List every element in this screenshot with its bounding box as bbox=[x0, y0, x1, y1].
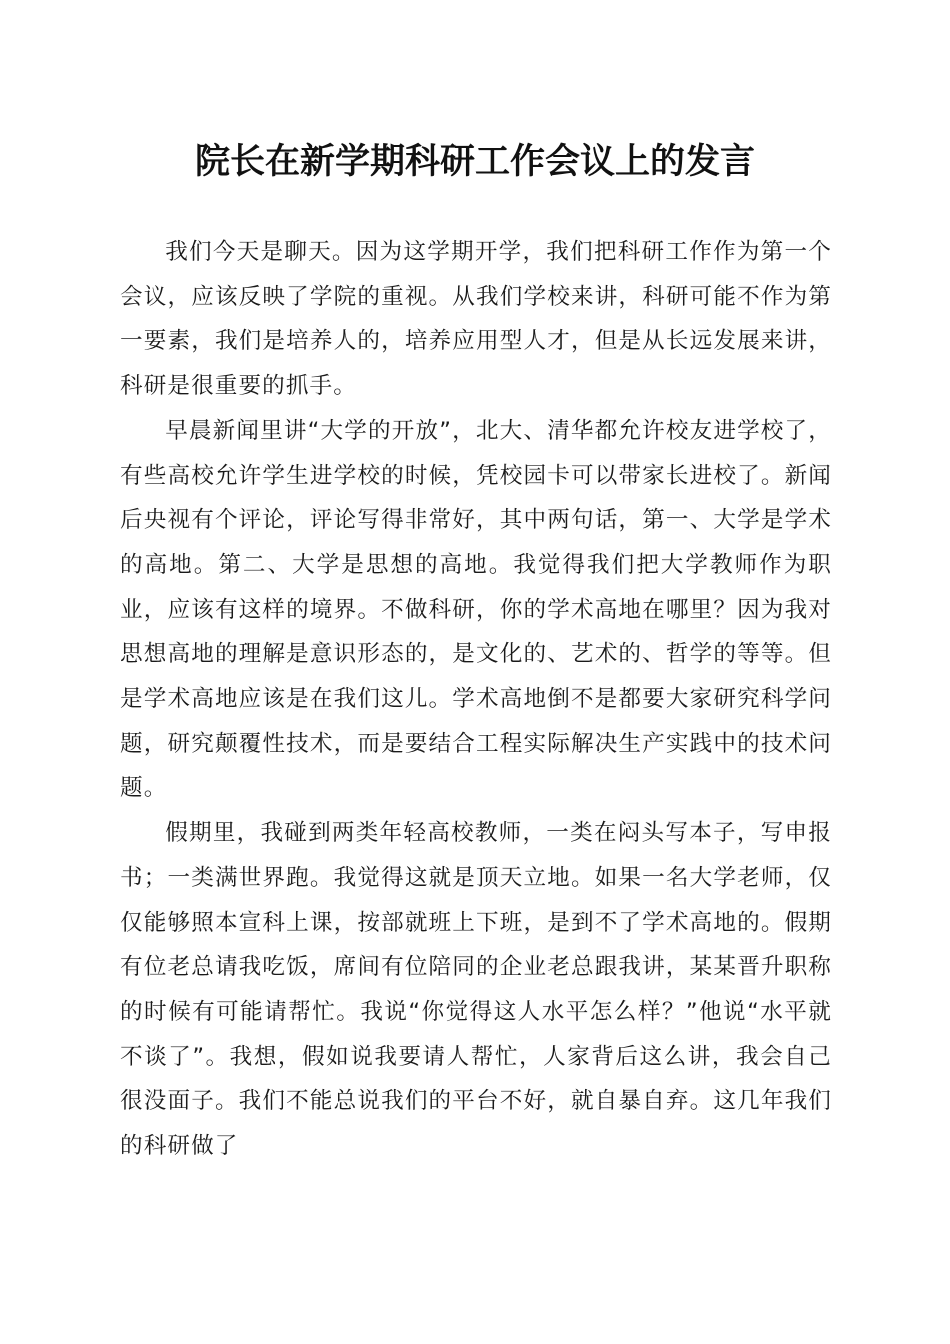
document-body bbox=[120, 230, 832, 1169]
document-title: 院长在新学期科研工作会议上的发言 bbox=[194, 141, 755, 182]
paragraph-1: 我们今天是聊天。因为这学期开学，我们把科研工作作为第一个会议，应该反映了学院的重视。从我们学校来讲，科研可能不作为第一要素，我们是培养人的，培养应用型人才，但是从长远发展来讲，科研是很重要的抓手。 bbox=[120, 239, 832, 400]
paragraph-3: 假期里，我碰到两类年轻高校教师，一类在闷头写本子，写申报书；一类满世界跑。我觉得这就是顶天立地。如果一名大学老师，仅仅能够照本宣科上课，按部就班上下班，是到不了学术高地的。假期有位老总请我吃饭，席间有位陪同的企业老总跟我讲，某某晋升职称的时候有可能请帮忙。我说“你觉得这人水平怎么样？”他说“水平就不谈了”。我想，假如说我要请人帮忙，人家背后这么讲，我会自己很没面子。我们不能总说我们的平台不好，就自暴自弃。这几年我们的科研做了 bbox=[120, 820, 832, 1160]
paragraph-2: 早晨新闻里讲“大学的开放”，北大、清华都允许校友进学校了，有些高校允许学生进学校的时候，凭校园卡可以带家长进校了。新闻后央视有个评论，评论写得非常好，其中两句话，第一、大学是学术的高地。第二、大学是思想的高地。我觉得我们把大学教师作为职业，应该有这样的境界。不做科研，你的学术高地在哪里？因为我对思想高地的理解是意识形态的，是文化的、艺术的、哲学的等等。但是学术高地应该是在我们这儿。学术高地倒不是都要大家研究科学问题，研究颠覆性技术，而是要结合工程实际解决生产实践中的技术问题。 bbox=[120, 417, 832, 802]
